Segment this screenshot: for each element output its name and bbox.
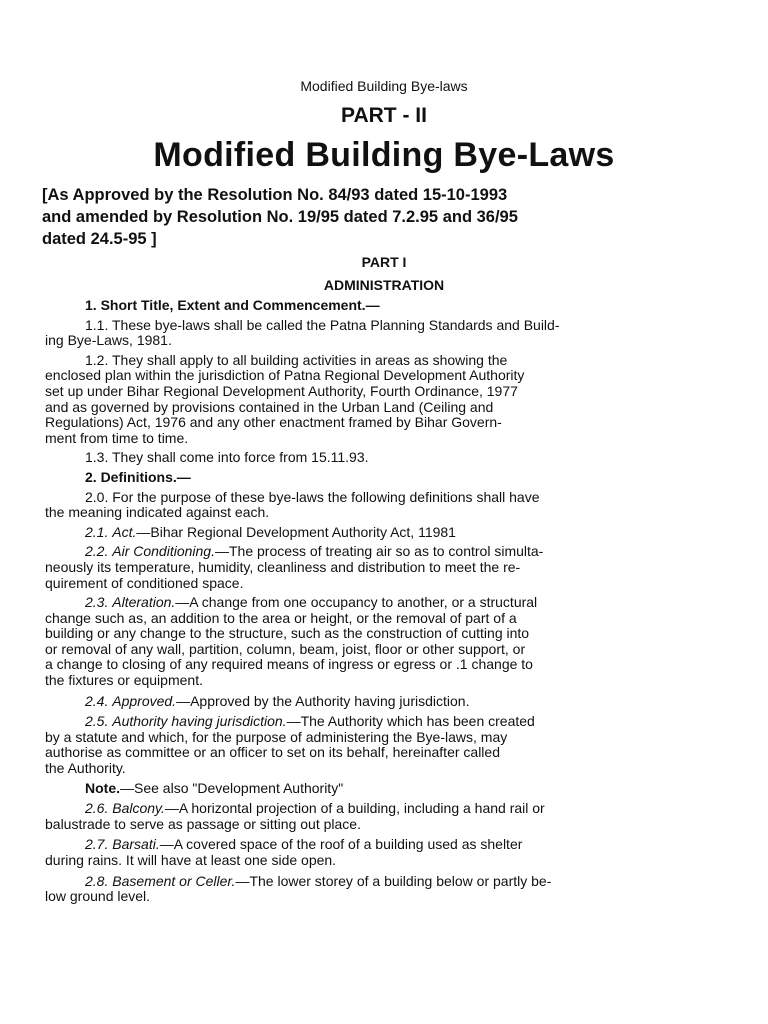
clause-line: 2.0. For the purpose of these bye-laws the following definitions shall have xyxy=(85,488,540,505)
defined-term: Approved. xyxy=(112,692,177,709)
clause-line: the meaning indicated against each. xyxy=(45,504,270,521)
clause-line: balustrade to serve as passage or sitting out place. xyxy=(45,815,361,832)
clause-1-2 xyxy=(45,353,715,447)
approval-note xyxy=(42,184,732,250)
definition-text: —The lower storey of a building below or partly be- xyxy=(235,872,552,889)
clause-line xyxy=(45,595,715,611)
clause-line: the Authority. xyxy=(45,760,126,777)
definition-2-5 xyxy=(45,714,715,776)
clause-line: enclosed plan within the jurisdiction of Patna Regional Development Authority xyxy=(45,367,525,384)
definition-2-2 xyxy=(45,544,715,591)
clause-line: ment from time to time. xyxy=(45,429,189,446)
clause-line xyxy=(45,801,715,817)
definition-2-7 xyxy=(45,837,715,868)
clause-line: and as governed by provisions contained in the Urban Land (Ceiling and xyxy=(45,398,494,415)
clause-line: building or any change to the structure, such as the construction of cutting into xyxy=(45,625,530,642)
defined-term: Alteration. xyxy=(112,594,176,611)
section-2-heading: 2. Definitions.— xyxy=(85,468,191,485)
note-text: —See also "Development Authority" xyxy=(120,779,344,796)
clause-number: 2.5. xyxy=(85,713,109,730)
clause-line xyxy=(45,544,715,560)
definition-2-3 xyxy=(45,595,715,689)
clause-line: neously its temperature, humidity, cleanliness and distribution to meet the re- xyxy=(45,558,521,575)
clause-line: 1.1. These bye-laws shall be called the Patna Planning Standards and Build- xyxy=(85,316,560,333)
clause-line: ing Bye-Laws, 1981. xyxy=(45,332,172,349)
defined-term: Basement or Celler. xyxy=(112,872,236,889)
clause-line: change such as, an addition to the area or height, or the removal of part of a xyxy=(45,609,517,626)
clause-line: a change to closing of any required means of ingress or egress or .1 change to xyxy=(45,656,533,673)
clause-line: authorise as committee or an officer to set on its behalf, hereinafter called xyxy=(45,744,500,761)
running-head: Modified Building Bye-laws xyxy=(300,78,468,94)
definition-2-8 xyxy=(45,874,715,905)
definition-text: —Bihar Regional Development Authority Act, 11981 xyxy=(136,523,456,540)
clause-1-3: 1.3. They shall come into force from 15.11.93. xyxy=(85,449,369,466)
clause-number: 2.6. xyxy=(85,800,109,817)
document-body xyxy=(45,298,715,905)
definition-text: —A change from one occupancy to another, or a structural xyxy=(175,594,538,611)
approval-line: and amended by Resolution No. 19/95 dated 7.2.95 and 36/95 xyxy=(42,208,518,226)
clause-line: Regulations) Act, 1976 and any other enactment framed by Bihar Govern- xyxy=(45,414,502,431)
section-1-heading: 1. Short Title, Extent and Commencement.— xyxy=(85,297,380,313)
defined-term: Act. xyxy=(112,523,137,540)
clause-line xyxy=(45,874,715,890)
definition-text: —Approved by the Authority having jurisdiction. xyxy=(176,692,470,709)
defined-term: Balcony. xyxy=(112,800,165,817)
document-title: Modified Building Bye-Laws xyxy=(153,136,615,174)
part-ii-heading: PART - II xyxy=(341,104,427,127)
clause-line: quirement of conditioned space. xyxy=(45,574,244,591)
clause-line: during rains. It will have at least one side open. xyxy=(45,852,337,868)
clause-line xyxy=(45,837,715,853)
clause-line: by a statute and which, for the purpose of administering the Bye-laws, may xyxy=(45,728,508,745)
definition-text: —A covered space of the roof of a building used as shelter xyxy=(159,836,523,853)
clause-2-0 xyxy=(45,490,715,521)
clause-number: 2.8. xyxy=(85,872,109,889)
clause-number: 2.3. xyxy=(85,594,109,611)
clause-line: set up under Bihar Regional Development Authority, Fourth Ordinance, 1977 xyxy=(45,382,518,399)
defined-term: Barsati. xyxy=(112,836,160,853)
definition-text: —The process of treating air so as to control simulta- xyxy=(214,543,544,560)
part-i-heading: PART I xyxy=(361,254,407,270)
definition-text: —The Authority which has been created xyxy=(286,713,535,730)
clause-line xyxy=(45,714,715,730)
clause-number: 2.7. xyxy=(85,836,109,853)
approval-line: dated 24.5-95 ] xyxy=(42,230,157,248)
approval-line: [As Approved by the Resolution No. 84/93 dated 15-10-1993 xyxy=(42,186,508,204)
administration-heading: ADMINISTRATION xyxy=(323,277,445,293)
clause-number: 2.4. xyxy=(85,692,109,709)
definition-2-1 xyxy=(45,525,715,541)
clause-line: the fixtures or equipment. xyxy=(45,672,203,689)
definition-2-4 xyxy=(45,694,715,710)
note xyxy=(45,781,715,797)
clause-line: 1.2. They shall apply to all building activities in areas as showing the xyxy=(85,351,508,368)
clause-1-1 xyxy=(45,318,715,349)
defined-term: Air Conditioning. xyxy=(112,543,215,560)
clause-number: 2.2. xyxy=(85,543,109,560)
definition-text: —A horizontal projection of a building, including a hand rail or xyxy=(164,800,545,817)
clause-line: or removal of any wall, partition, column, beam, joist, floor or other support, or xyxy=(45,640,526,657)
clause-line: low ground level. xyxy=(45,888,151,905)
note-label: Note. xyxy=(85,779,120,796)
defined-term: Authority having jurisdiction. xyxy=(112,713,287,730)
definition-2-6 xyxy=(45,801,715,832)
clause-number: 2.1. xyxy=(85,523,109,540)
